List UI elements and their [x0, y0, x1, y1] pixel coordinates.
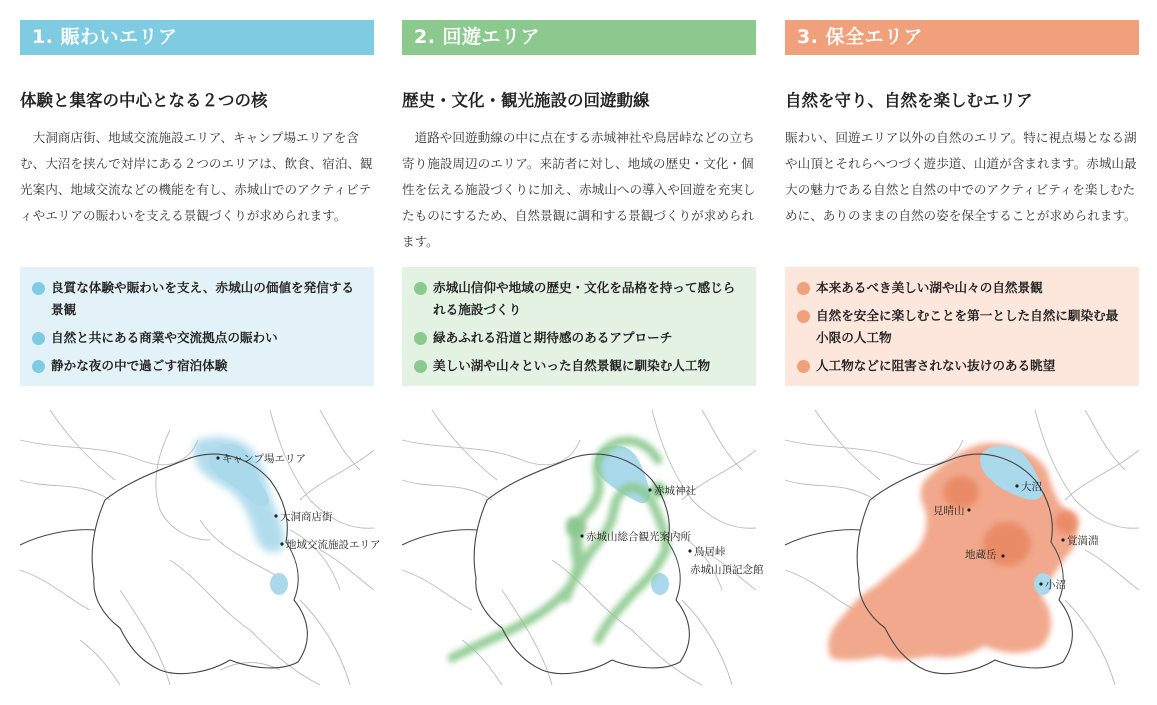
bullet-dot-icon: [797, 360, 810, 373]
key-point: 自然と共にある商業や交流拠点の賑わい: [32, 327, 364, 349]
bullet-dot-icon: [797, 282, 810, 295]
area-map: [402, 410, 764, 685]
bullet-dot-icon: [414, 282, 427, 295]
area-map: [20, 410, 381, 685]
bullet-dot-icon: [414, 332, 427, 345]
bullet-dot-icon: [797, 310, 810, 323]
bullet-dot-icon: [32, 360, 45, 373]
map-label-kakumanbuchi: 覚満淵: [1067, 535, 1099, 547]
map-label-onuma: 大沼: [1021, 481, 1042, 493]
map-label-community: 地域交流施設エリア: [286, 539, 381, 551]
map-label-miharashi: 見晴山: [933, 505, 965, 517]
map-label-tourist-center: 赤城山総合観光案内所: [586, 531, 691, 543]
key-points-box: [785, 267, 1139, 386]
area-subtitle: 体験と集客の中心となる２つの核: [20, 91, 268, 110]
key-point: 良質な体験や賑わいを支え、赤城山の価値を発信する景観: [32, 277, 364, 321]
district-boundary: [92, 454, 307, 674]
area-description: 賑わい、回遊エリア以外の自然のエリア。特に視点場となる湖や山頂とそれらへつづく遊歩道、山道が含まれます。赤城山最大の魅力である自然と自然の中でのアクティビティを楽しむために、ありのままの自然の姿を保全することが求められます。: [785, 130, 1137, 223]
map-label-akagi-shrine: 赤城神社: [654, 485, 696, 497]
column-hozen: [785, 20, 1139, 591]
area-map: [785, 410, 1139, 685]
bullet-dot-icon: [414, 360, 427, 373]
map-label-jizodake: 地蔵岳: [965, 549, 997, 561]
conservation-area: [828, 443, 1077, 660]
map-label-daido: 大洞商店街: [280, 511, 333, 523]
map-label-summit-hall: 赤城山頂記念館: [690, 564, 764, 576]
key-point: 本来あるべき美しい湖や山々の自然景観: [797, 277, 1129, 299]
map-label-torii-pass: 鳥居峠: [694, 546, 726, 558]
key-point: 緑あふれる沿道と期待感のあるアプローチ: [414, 327, 746, 349]
key-points-box: [20, 267, 374, 386]
area-subtitle: 自然を守り、自然を楽しむエリア: [785, 91, 1033, 110]
key-points-box: [402, 267, 756, 386]
key-point: 静かな夜の中で過ごす宿泊体験: [32, 355, 364, 377]
area-header: 1. 賑わいエリア: [20, 20, 374, 55]
column-nigiwai: [20, 20, 381, 551]
area-description: 道路や回遊動線の中に点在する赤城神社や鳥居峠などの立ち寄り施設周辺のエリア。来訪者に対し、地域の歴史・文化・個性を伝える施設づくりに加え、赤城山への導入や回遊を充実したものにするため、自然景観に調和する景観づくりが求められます。: [402, 130, 756, 249]
area-subtitle: 歴史・文化・観光施設の回遊動線: [402, 91, 650, 110]
key-point: 人工物などに阻害されない抜けのある眺望: [797, 355, 1129, 377]
key-point: 美しい湖や山々といった自然景観に馴染む人工物: [414, 355, 746, 377]
map-label-konuma: 小沼: [1045, 579, 1066, 591]
key-point: 赤城山信仰や地域の歴史・文化を品格を持って感じられる施設づくり: [414, 277, 746, 321]
column-kaiyu: [402, 20, 764, 576]
bullet-dot-icon: [32, 332, 45, 345]
area-header: 3. 保全エリア: [785, 20, 1139, 55]
area-description: 大洞商店街、地域交流施設エリア、キャンプ場エリアを含む、大沼を挟んで対岸にある２つのエリアは、飲食、宿泊、観光案内、地域交流などの機能を有し、赤城山でのアクティビティやエリアの賑わいを支える景観づくりが求められます。: [20, 130, 373, 223]
map-label-camp: キャンプ場エリア: [222, 453, 306, 465]
lake-konuma: [270, 573, 288, 595]
area-header: 2. 回遊エリア: [402, 20, 756, 55]
bullet-dot-icon: [32, 282, 45, 295]
key-point: 自然を安全に楽しむことを第一とした自然に馴染む最小限の人工物: [797, 305, 1129, 349]
